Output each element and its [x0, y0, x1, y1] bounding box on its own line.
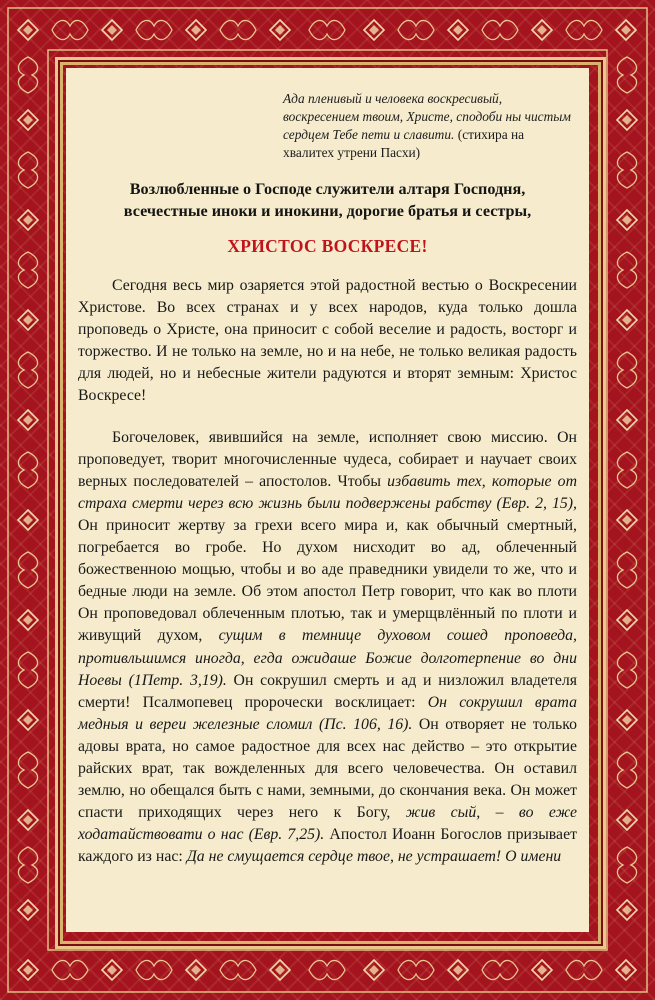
- paragraph-2-text-4: Он отворяет не только адовы врата, но самое радостное для всех нас действо – это открытие райских врат, так вожделенных для всего человечества. Он оставил землю, но обещался быть с нами, земными, до скончания века. Он может спасти приходящих через него к Богу,: [78, 715, 577, 822]
- paragraph-2-text-2: Он приносит жертву за грехи всего мира и, как обычный смертный, погребается во гробе. Но духом нисходит во ад, облеченный божественною мощью, чтобы и во аде праведники увидели то же, что и бедные люди на земле. Об этом апостол Петр говорит, что как во плоти Он проповедовал облеченным плотью, так и умерщвлённый по плоти и живущий духом,: [78, 516, 577, 645]
- scripture-quote-5: Да не смущается сердце твое, не устрашает! О имени: [186, 848, 562, 866]
- letter-content: [78, 68, 577, 868]
- epigraph-quote: Ада пленивый и человека воскресивый, воскресением твоим, Христе, сподоби ны чистым сердцем Тебе пети и славити.: [283, 91, 571, 142]
- address-heading: [78, 178, 577, 222]
- epigraph: [283, 90, 573, 162]
- paragraph-2-text-5: Апостол Иоанн Богослов призывает каждого из нас:: [78, 826, 577, 866]
- paragraph-2-text-3: Он сокрушил смерть и ад и низложил владетеля смерти! Псалмопевец пророчески восклицает:: [78, 671, 577, 711]
- scripture-quote-3: Он сокрушил врата медныя и вереи железные сломил (Пс. 106, 16).: [78, 693, 577, 733]
- address-line-2: всечестные иноки и инокини, дорогие братья и сестры,: [123, 202, 532, 220]
- address-line-1: Возлюбленные о Господе служители алтаря Господня,: [129, 180, 526, 198]
- scripture-quote-2: сущим в темнице духовом сошед проповеда, противльшимся иногда, егда ожидаше Божие долготерпение во дни Ноевы (1Петр. 3,19).: [78, 627, 577, 689]
- scripture-quote-1: избавить тех, которые от страха смерти через всю жизнь были подвержены рабству (Евр. 2, 15),: [78, 472, 577, 512]
- paragraph-2-text-1: Богочеловек, явившийся на земле, исполняет свою миссию. Он проповедует, творит многочисленные чудеса, собирает и научает своих верных последователей – апостолов. Чтобы: [78, 428, 577, 490]
- paschal-greeting: ХРИСТОС ВОСКРЕСЕ!: [227, 236, 428, 256]
- paragraph-1: Сегодня весь мир озаряется этой радостной вестью о Воскресении Христове. Во всех странах и у всех народов, куда только дошла проповедь о Христе, она приносит с собой веселие и радость, восторг и торжество. И не только на земле, но и на небе, не только великая радость для людей, но и небесные жители радуются и вторят земным: Христос Воскресе!: [78, 277, 577, 405]
- paragraph-2: [78, 427, 577, 869]
- text-panel: [66, 68, 589, 932]
- scripture-quote-4: жив сый, – во еже ходатайствовати о нас (Евр. 7,25).: [78, 804, 577, 844]
- epigraph-source: (стихира на хвалитех утрени Пасхи): [283, 127, 525, 160]
